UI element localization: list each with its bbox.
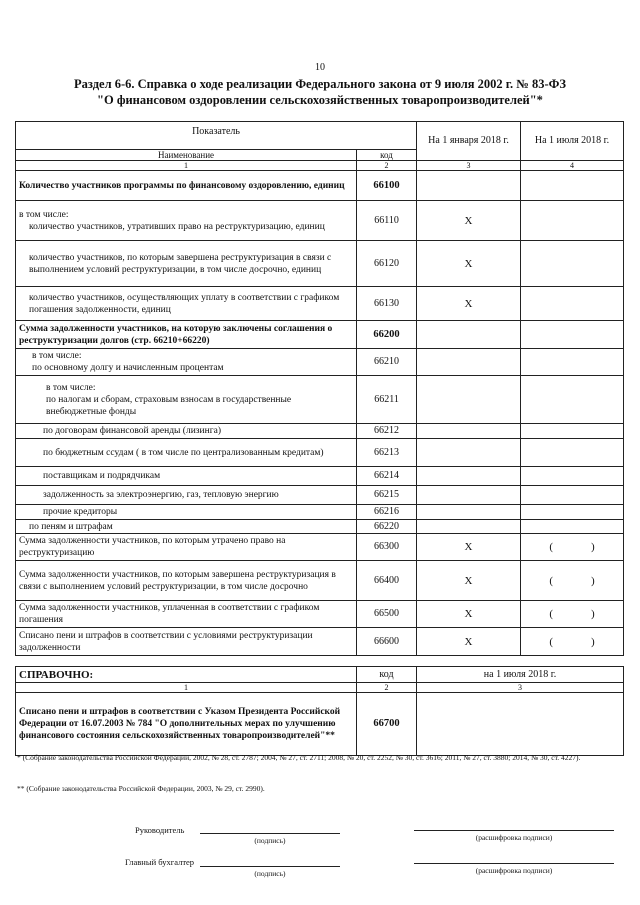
row-66400-name: Сумма задолженности участников, по которым завершена реструктуризация в связи с выполнением условий реструктуризации, в том числе досрочно xyxy=(16,561,357,601)
row-66211-code: 66211 xyxy=(357,376,417,424)
row-66400-jan: X xyxy=(417,561,521,601)
row-66300-code: 66300 xyxy=(357,534,417,561)
col-num-2: 2 xyxy=(357,161,417,171)
reference-num-2: 2 xyxy=(357,683,417,693)
row-66220-code: 66220 xyxy=(357,520,417,534)
row-66100-jul[interactable] xyxy=(521,171,624,201)
row-66214-jan[interactable] xyxy=(417,467,521,486)
col-num-1: 1 xyxy=(16,161,357,171)
head-sign-line[interactable] xyxy=(200,833,340,834)
row-66200-jul[interactable] xyxy=(521,321,624,349)
row-66220-jan[interactable] xyxy=(417,520,521,534)
paren-close: ) xyxy=(591,608,595,620)
row-66220-name: по пеням и штрафам xyxy=(16,520,357,534)
paren-open: ( xyxy=(549,635,554,648)
row-66200-jan[interactable] xyxy=(417,321,521,349)
paren-open: ( xyxy=(549,574,554,587)
row-66200-name: Сумма задолженности участников, на которую заключены соглашения о реструктуризации долгов (стр. 66210+66220) xyxy=(16,321,357,349)
header-col-jul: На 1 июля 2018 г. xyxy=(521,122,624,161)
row-66500-jul[interactable] xyxy=(521,601,624,628)
row-66212-code: 66212 xyxy=(357,424,417,439)
row-66130-name: количество участников, осуществляющих уплату в соответствии с графиком погашения задолженности, единиц xyxy=(16,287,357,321)
reference-label: СПРАВОЧНО: xyxy=(16,667,357,683)
row-66110-jul[interactable] xyxy=(521,201,624,241)
row-66211-text: по налогам и сборам, страховым взносам в государственные внебюджетные фонды xyxy=(46,394,292,417)
head-label: Руководитель xyxy=(135,825,185,835)
footnote-1: * (Собрание законодательства Российской Федерации, 2002, № 28, ст. 2787; 2004, № 27, ст. 2711; 2008, № 20, ст. 2252, № 30, ст. 3616; 2011, № 27, ст. 3880; 2014, № 30, ст. 4227). xyxy=(17,753,581,762)
row-66100-name: Количество участников программы по финансовому оздоровлению, единиц xyxy=(16,171,357,201)
paren-open: ( xyxy=(549,608,554,620)
row-66220-jul[interactable] xyxy=(521,520,624,534)
row-66210-jul[interactable] xyxy=(521,349,624,376)
row-66500-name: Сумма задолженности участников, уплаченная в соответствии с графиком погашения xyxy=(16,601,357,628)
footnote-2: ** (Собрание законодательства Российской Федерации, 2003, № 29, ст. 2990). xyxy=(17,784,265,793)
row-66700-name: Списано пени и штрафов в соответствии с Указом Президента Российской Федерации от 16.07.2003 № 784 "О дополнительных мерах по улучшению финансового состояния сельскохозяйственных товаропроизводителей"** xyxy=(16,693,357,756)
row-66210-text: по основному долгу и начисленным процентам xyxy=(32,363,224,373)
header-code: код xyxy=(357,150,417,161)
head-sign-caption: (подпись) xyxy=(254,836,286,845)
row-66600-jan: X xyxy=(417,628,521,656)
row-66100-code: 66100 xyxy=(357,171,417,201)
paren-close: ) xyxy=(591,574,595,587)
main-table xyxy=(15,121,624,656)
row-66215-jan[interactable] xyxy=(417,486,521,505)
section-title xyxy=(0,76,640,108)
row-66216-jan[interactable] xyxy=(417,505,521,520)
chief-accountant-label: Главный бухгалтер xyxy=(125,857,195,867)
reference-date-header: на 1 июля 2018 г. xyxy=(417,667,624,683)
paren-open: ( xyxy=(549,541,554,553)
row-66110-name xyxy=(16,201,357,241)
row-66211-jan[interactable] xyxy=(417,376,521,424)
row-66210-jan[interactable] xyxy=(417,349,521,376)
row-66400-code: 66400 xyxy=(357,561,417,601)
title-line-1: Раздел 6-6. Справка о ходе реализации Федерального закона от 9 июля 2002 г. № 83-ФЗ xyxy=(74,77,566,91)
head-decode-caption: (расшифровка подписи) xyxy=(475,833,553,842)
row-66213-jan[interactable] xyxy=(417,439,521,467)
row-66214-name: поставщикам и подрядчикам xyxy=(16,467,357,486)
page-number: 10 xyxy=(315,62,325,73)
row-66110-code: 66110 xyxy=(357,201,417,241)
row-66200-code: 66200 xyxy=(357,321,417,349)
row-66400-jul[interactable] xyxy=(521,561,624,601)
paren-close: ) xyxy=(591,541,595,553)
row-66210-incl: в том числе: xyxy=(32,351,82,361)
reference-code-header: код xyxy=(357,667,417,683)
chief-decode-line[interactable] xyxy=(414,863,614,864)
row-66300-name: Сумма задолженности участников, по которым утрачено право на реструктуризацию xyxy=(16,534,357,561)
row-66212-name: по договорам финансовой аренды (лизинга) xyxy=(16,424,357,439)
title-line-2: "О финансовом оздоровлении сельскохозяйственных товаропроизводителей"* xyxy=(97,93,543,107)
row-66100-jan[interactable] xyxy=(417,171,521,201)
row-66600-code: 66600 xyxy=(357,628,417,656)
row-66130-code: 66130 xyxy=(357,287,417,321)
row-66211-incl: в том числе: xyxy=(46,382,96,393)
row-66214-jul[interactable] xyxy=(521,467,624,486)
col-num-4: 4 xyxy=(521,161,624,171)
paren-close: ) xyxy=(591,635,595,648)
reference-table xyxy=(15,666,624,756)
chief-decode-caption: (расшифровка подписи) xyxy=(475,866,553,875)
row-66110-incl: в том числе: xyxy=(19,209,69,220)
reference-num-1: 1 xyxy=(16,683,357,693)
row-66211-name xyxy=(16,376,357,424)
row-66700-value[interactable] xyxy=(417,693,624,756)
row-66120-jan: X xyxy=(417,241,521,287)
row-66213-name: по бюджетным ссудам ( в том числе по централизованным кредитам) xyxy=(16,439,357,467)
row-66120-code: 66120 xyxy=(357,241,417,287)
row-66216-jul[interactable] xyxy=(521,505,624,520)
row-66700-code: 66700 xyxy=(357,693,417,756)
row-66500-jan: X xyxy=(417,601,521,628)
row-66120-name: количество участников, по которым завершена реструктуризация в связи с выполнением условий реструктуризации, в том числе досрочно, единиц xyxy=(16,241,357,287)
row-66213-code: 66213 xyxy=(357,439,417,467)
row-66110-text: количество участников, утративших право на реструктуризацию, единиц xyxy=(29,221,325,232)
row-66216-name: прочие кредиторы xyxy=(16,505,357,520)
row-66500-code: 66500 xyxy=(357,601,417,628)
row-66130-jan: X xyxy=(417,287,521,321)
header-col-jan: На 1 января 2018 г. xyxy=(417,122,521,161)
row-66215-code: 66215 xyxy=(357,486,417,505)
row-66214-code: 66214 xyxy=(357,467,417,486)
row-66600-jul[interactable] xyxy=(521,628,624,656)
row-66110-jan: X xyxy=(417,201,521,241)
row-66212-jul[interactable] xyxy=(521,424,624,439)
row-66213-jul[interactable] xyxy=(521,439,624,467)
row-66600-name: Списано пени и штрафов в соответствии с условиями реструктуризации задолженности xyxy=(16,628,357,656)
reference-num-3: 3 xyxy=(417,683,624,693)
row-66120-jul[interactable] xyxy=(521,241,624,287)
header-name: Наименование xyxy=(16,150,357,161)
chief-sign-caption: (подпись) xyxy=(254,869,286,878)
row-66210-name xyxy=(16,349,357,376)
row-66130-jul[interactable] xyxy=(521,287,624,321)
row-66216-code: 66216 xyxy=(357,505,417,520)
row-66300-jan: X xyxy=(417,534,521,561)
header-indicator: Показатель xyxy=(16,122,417,150)
row-66210-code: 66210 xyxy=(357,349,417,376)
row-66211-jul[interactable] xyxy=(521,376,624,424)
head-decode-line[interactable] xyxy=(414,830,614,831)
col-num-3: 3 xyxy=(417,161,521,171)
row-66215-jul[interactable] xyxy=(521,486,624,505)
row-66212-jan[interactable] xyxy=(417,424,521,439)
row-66215-name: задолженность за электроэнергию, газ, тепловую энергию xyxy=(16,486,357,505)
chief-sign-line[interactable] xyxy=(200,866,340,867)
row-66300-jul[interactable] xyxy=(521,534,624,561)
